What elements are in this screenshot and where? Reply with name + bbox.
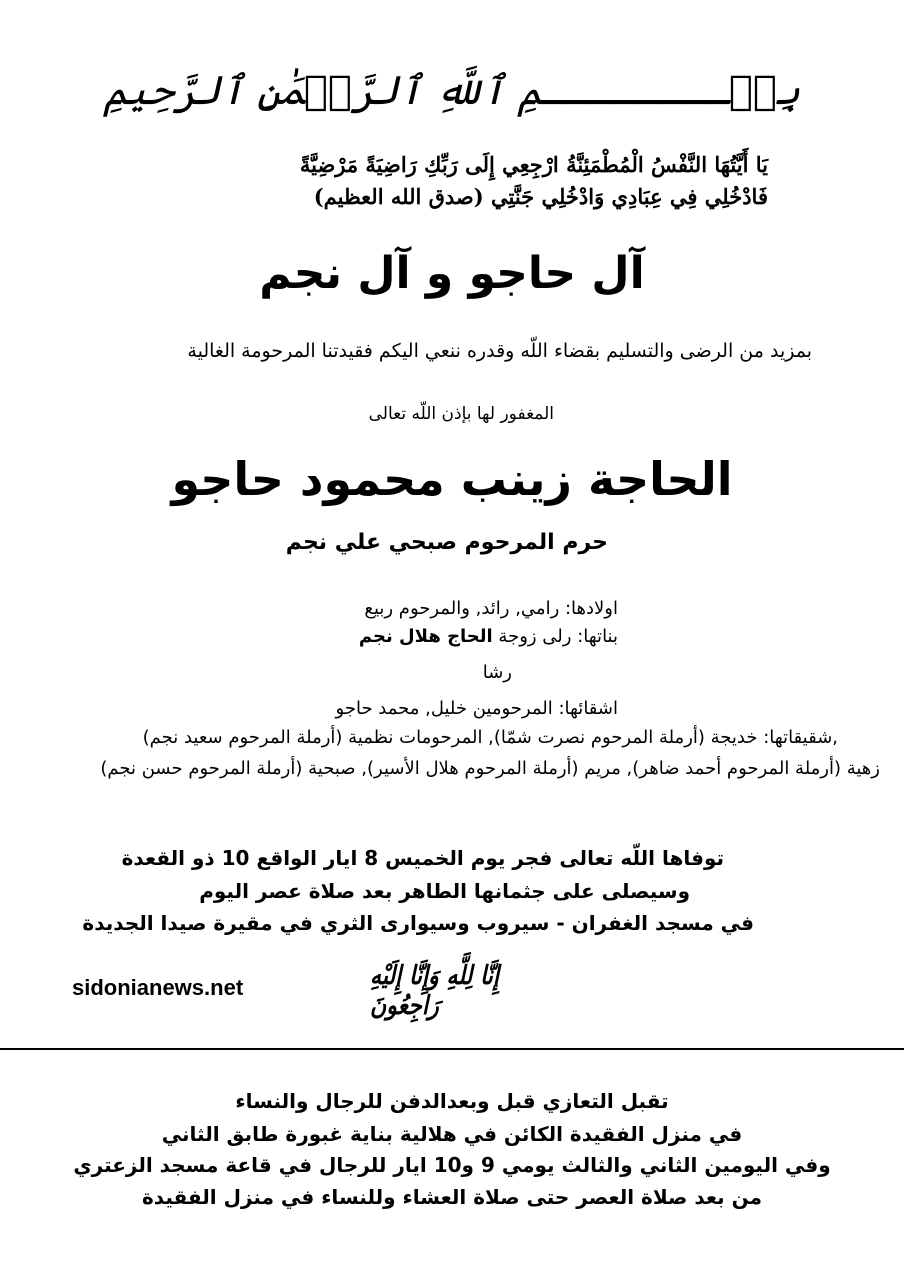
prayer-line: وسيصلى على جثمانها الطاهر بعد صلاة عصر اليوم — [199, 879, 690, 903]
spouse-line: حرم المرحوم صبحي علي نجم — [285, 530, 608, 555]
condolence-line-2: في منزل الفقيدة الكائن في هلالية بناية غبورة طابق الثاني — [161, 1122, 743, 1146]
deceased-name: الحاجة زينب محمود حاجو — [171, 452, 733, 506]
forgiven-text: المغفور لها بإذن اللّه تعالى — [368, 404, 554, 424]
quran-verse-line-2: فَادْخُلِي فِي عِبَادِي وَادْخُلِي جَنَّتِي (صدق الله العظيم) — [313, 184, 768, 209]
section-divider — [0, 1048, 904, 1050]
condolence-line-1: تقبل التعازي قبل وبعدالدفن للرجال والنساء — [235, 1089, 669, 1113]
intro-text: بمزيد من الرضى والتسليم بقضاء اللّه وقدره ننعي اليكم فقيدتنا المرحومة الغالية — [187, 340, 812, 362]
quran-calligraphy-seal: إِنَّا لِلَّهِ وَإِنَّا إِلَيْهِ رَاجِعُونَ — [370, 961, 500, 1021]
daughters-husband: الحاج هلال نجم — [358, 626, 493, 647]
daughters-line-2: رشا — [482, 662, 512, 683]
basmala-calligraphy: بِسۡــــــــمِ ٱللَّهِ ٱلرَّحۡمَٰنِ ٱلرَّحِيمِ — [103, 68, 801, 114]
daughters-line — [359, 626, 618, 647]
families-title: آل حاجو و آل نجم — [259, 248, 645, 299]
burial-line: في مسجد الغفران - سيروب وسيوارى الثري في مقيرة صيدا الجديدة — [82, 911, 754, 935]
sisters-line-2: زهية (أرملة المرحوم أحمد ضاهر), مريم (أرملة المرحوم هلال الأسير), صبحية (أرملة المرحوم حسن نجم) — [100, 758, 880, 779]
death-date-line: توفاها اللّه تعالى فجر يوم الخميس 8 ايار الواقع 10 ذو القعدة — [121, 846, 724, 870]
quran-verse-line-1: يَا أَيَّتُهَا النَّفْسُ الْمُطْمَئِنَّةُ ارْجِعِي إِلَى رَبِّكِ رَاضِيَةً مَرْضِيَّةً — [299, 152, 768, 177]
sons-line: اولادها: رامي, رائد, والمرحوم ربيع — [364, 598, 618, 619]
condolence-line-3: وفي اليومين الثاني والثالث يومي 9 و10 ايار للرجال في قاعة مسجد الزعتري — [73, 1153, 831, 1177]
condolence-line-4: من بعد صلاة العصر حتى صلاة العشاء وللنساء في منزل الفقيدة — [141, 1185, 763, 1209]
daughters-prefix: بناتها: رلى زوجة — [492, 626, 618, 647]
website-text: sidonianews.net — [72, 975, 244, 1000]
sisters-line-1: ,شقيقاتها: خديجة (أرملة المرحوم نصرت شمّا), المرحومات نظمية (أرملة المرحوم سعيد نجم) — [142, 727, 838, 748]
brothers-line: اشقائها: المرحومين خليل, محمد حاجو — [335, 698, 618, 719]
